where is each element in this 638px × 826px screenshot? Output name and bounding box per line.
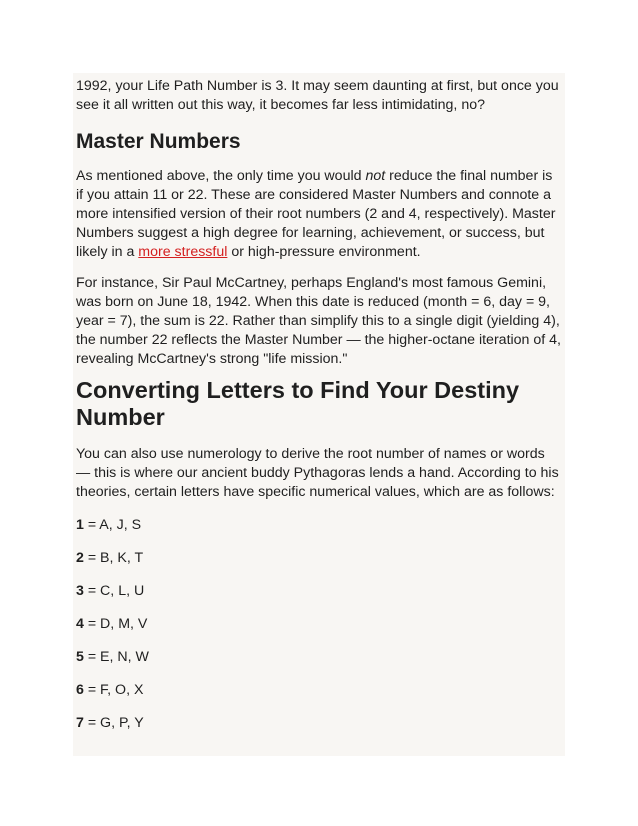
destiny-number-heading: Converting Letters to Find Your Destiny Number: [76, 377, 520, 430]
more-stressful-link[interactable]: more stressful: [138, 244, 228, 260]
letter-map-item: [76, 615, 562, 634]
letter-map-item: [76, 516, 562, 535]
letter-map-item: [76, 648, 562, 667]
letter-map-letters: = B, K, T: [83, 550, 144, 566]
letter-map-letters: = A, J, S: [83, 517, 142, 533]
letter-map-number: 4: [76, 616, 84, 632]
letter-map-list: [76, 516, 562, 733]
letter-map-item: [76, 582, 562, 601]
letter-map-letters: = G, P, Y: [83, 715, 144, 731]
letter-map-number: 7: [76, 715, 84, 731]
letter-map-item: [76, 549, 562, 568]
master-numbers-paragraph-1: [76, 167, 562, 262]
master-numbers-text-before: As mentioned above, the only time you would: [76, 168, 366, 184]
letter-map-number: 1: [76, 517, 84, 533]
letter-map-number: 6: [76, 682, 84, 698]
letter-map-letters: = F, O, X: [83, 682, 144, 698]
intro-paragraph: 1992, your Life Path Number is 3. It may seem daunting at first, but once you see it all written out this way, it becomes far less intimidating, no?: [76, 78, 559, 113]
master-numbers-paragraph-2: For instance, Sir Paul McCartney, perhaps England's most famous Gemini, was born on June 18, 1942. When this date is reduced (month = 6, day = 9, year = 7), the sum is 22. Rather than simplify this to a single digit (yielding 4), the number 22 reflects the Master Number — the higher-octane iteration of 4, revealing McCartney's strong "life mission.": [76, 275, 561, 367]
letter-map-number: 2: [76, 550, 84, 566]
letter-map-letters: = E, N, W: [83, 649, 149, 665]
master-numbers-heading: Master Numbers: [76, 130, 241, 153]
article-content: [73, 73, 565, 756]
letter-map-letters: = C, L, U: [83, 583, 145, 599]
letter-map-item: [76, 681, 562, 700]
master-numbers-text-middle: reduce the final number is if you attain 11 or 22. These are considered Master Numbers and connote a more intensified version of their root numbers (2 and 4, respectively). Master Numbers suggest a high degree for learning, achievement, or success, but likely in a: [76, 168, 556, 260]
letter-map-letters: = D, M, V: [83, 616, 148, 632]
master-numbers-text-after: or high-pressure environment.: [227, 244, 421, 260]
letter-map-number: 5: [76, 649, 84, 665]
destiny-paragraph: You can also use numerology to derive the root number of names or words — this is where our ancient buddy Pythagoras lends a hand. According to his theories, certain letters have specific numerical values, which are as follows:: [76, 446, 559, 500]
letter-map-number: 3: [76, 583, 84, 599]
master-numbers-emphasis: not: [365, 168, 386, 184]
letter-map-item: [76, 714, 562, 733]
